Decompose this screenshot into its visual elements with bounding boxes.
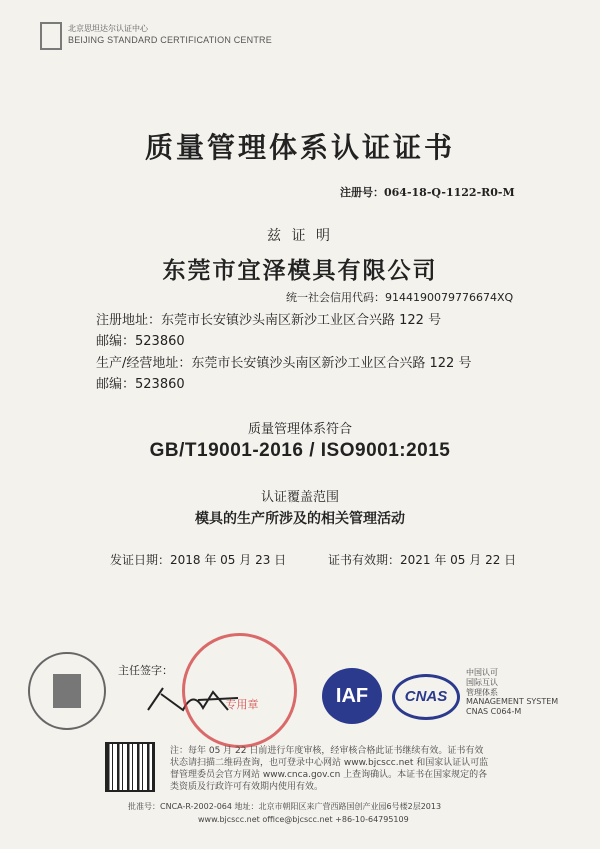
postcode-registered: 邮编：523860 bbox=[96, 334, 185, 349]
cnas-line-2: 国际互认 bbox=[466, 678, 498, 687]
footer-note-line-4: 类资质及行政许可有效期内使用有效。 bbox=[170, 782, 324, 792]
validity-date: 证书有效期：2021 年 05 月 22 日 bbox=[328, 553, 517, 567]
postcode-operating: 邮编：523860 bbox=[96, 377, 185, 392]
cnas-line-4: MANAGEMENT SYSTEM bbox=[466, 697, 559, 706]
credit-code: 统一社会信用代码：9144190079776674XQ bbox=[286, 291, 514, 304]
certify-heading: 兹 证 明 bbox=[267, 228, 333, 244]
center-logo-icon bbox=[40, 22, 62, 50]
official-stamp-icon bbox=[182, 633, 297, 748]
cnas-line-1: 中国认可 bbox=[466, 668, 498, 677]
issue-date: 发证日期：2018 年 05 月 23 日 bbox=[110, 553, 287, 567]
seal-emblem-icon bbox=[53, 674, 81, 708]
registered-address: 注册地址：东莞市长安镇沙头南区新沙工业区合兴路 122 号 bbox=[96, 313, 442, 328]
standard-code: GB/T19001-2016 / ISO9001:2015 bbox=[149, 440, 451, 461]
footer-note-line-1: 注：每年 05 月 22 日前进行年度审核，经审核合格此证书继续有效。证书有效 bbox=[170, 746, 484, 756]
footer-contact: www.bjcscc.net office@bjcscc.net +86-10-64795109 bbox=[198, 815, 409, 824]
logo-english-name: BEIJING STANDARD CERTIFICATION CENTRE bbox=[68, 35, 272, 45]
footer-note-line-2: 状态请扫描二维码查询，也可登录中心网站 www.bjcscc.net 和国家认证认可监 bbox=[170, 758, 489, 768]
qr-code-icon[interactable] bbox=[105, 742, 155, 792]
footer-note-line-3: 督管理委员会官方网站 www.cnca.gov.cn 上查询确认。本证书在国家规定的各 bbox=[170, 770, 488, 780]
iaf-logo-icon: IAF bbox=[322, 668, 382, 724]
scope-label: 认证覆盖范围 bbox=[260, 490, 339, 505]
logo-chinese-name: 北京思坦达尔认证中心 bbox=[68, 24, 148, 33]
footer-approval: 批准号：CNCA-R-2002-064 地址：北京市朝阳区来广营西路国创产业园6号楼2层2013 bbox=[128, 802, 442, 811]
certificate-title: 质量管理体系认证证书 bbox=[144, 131, 455, 164]
stamp-label: 专用章 bbox=[225, 698, 259, 711]
director-signature-label: 主任签字： bbox=[118, 664, 173, 677]
operating-address: 生产/经营地址：东莞市长安镇沙头南区新沙工业区合兴路 122 号 bbox=[96, 356, 472, 371]
cnas-line-5: CNAS C064-M bbox=[466, 707, 522, 716]
conformity-label: 质量管理体系符合 bbox=[247, 422, 352, 437]
cnas-line-3: 管理体系 bbox=[466, 688, 498, 697]
company-name: 东莞市宜泽模具有限公司 bbox=[162, 258, 438, 284]
cnas-logo-icon: CNAS bbox=[392, 674, 460, 720]
certification-scope: 模具的生产所涉及的相关管理活动 bbox=[195, 511, 405, 527]
registration-number: 注册号：064-18-Q-1122-R0-M bbox=[340, 186, 515, 199]
